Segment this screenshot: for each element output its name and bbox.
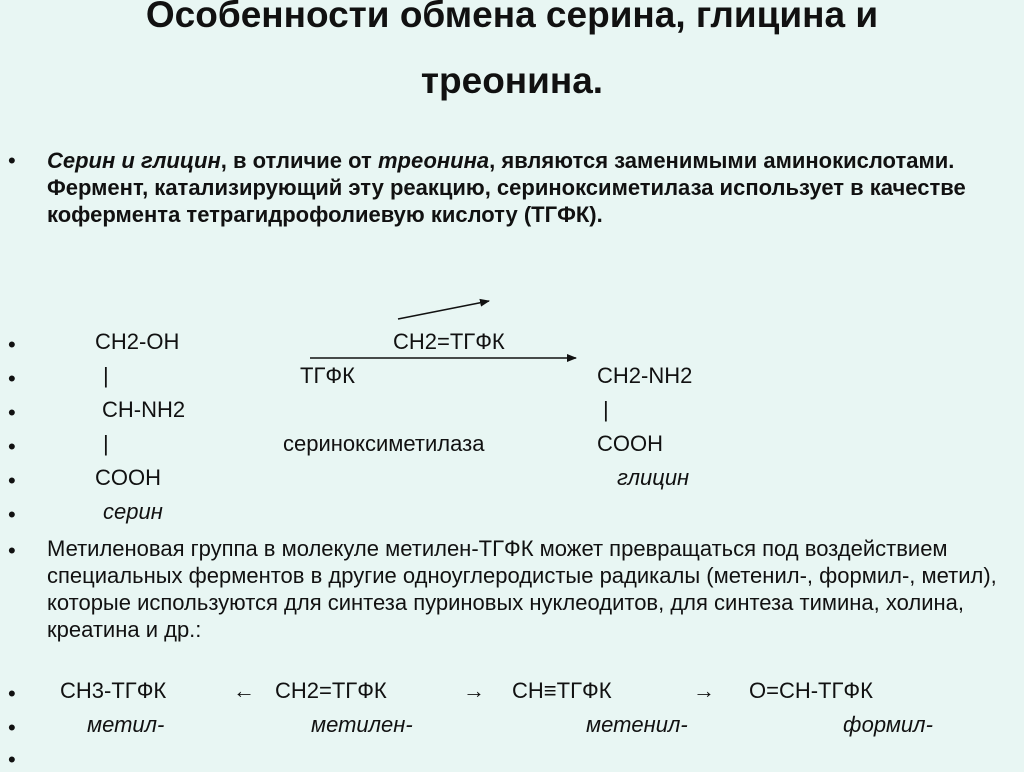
triple-bond-symbol: ≡ bbox=[543, 678, 557, 703]
methyl-thfa: CH3-ТГФК bbox=[60, 678, 167, 703]
bullet-marker: • bbox=[8, 747, 16, 772]
upper-product-arrow bbox=[398, 301, 489, 319]
page-title-line-2: треонина. bbox=[420, 60, 604, 101]
page-title-line-1: Особенности обмена серина, глицина и bbox=[145, 0, 879, 35]
bullet-marker: • bbox=[8, 332, 16, 357]
bullet-marker: • bbox=[8, 681, 16, 706]
bullet-marker: • bbox=[8, 468, 16, 493]
methylene-thfa: CH2=ТГФК bbox=[275, 678, 387, 703]
glycine-name: глицин bbox=[617, 465, 690, 490]
intro-serine-glycine: Серин и глицин bbox=[47, 148, 221, 173]
serine-name: серин bbox=[103, 499, 163, 524]
intro-text-a: , в отличие от bbox=[220, 148, 378, 173]
serine-formula-line-5: COOH bbox=[95, 465, 161, 490]
bullet-marker: • bbox=[8, 538, 16, 563]
serine-bond-1: | bbox=[103, 363, 109, 388]
arrow-left-icon: ← bbox=[233, 678, 255, 703]
bullet-marker: • bbox=[8, 366, 16, 391]
glycine-bond: | bbox=[603, 397, 609, 422]
methenyl-prefix: CH bbox=[512, 678, 544, 703]
arrow-right-icon: → bbox=[463, 678, 485, 703]
methyl-name: метил- bbox=[87, 712, 165, 737]
formyl-name: формил- bbox=[843, 712, 933, 737]
methylene-thfa-product: CH2=ТГФК bbox=[393, 329, 505, 354]
bullet-marker: • bbox=[8, 715, 16, 740]
bullet-marker: • bbox=[8, 400, 16, 425]
cofactor-thfa: ТГФК bbox=[300, 363, 355, 388]
serine-bond-2: | bbox=[103, 431, 109, 456]
bullet-marker: • bbox=[8, 502, 16, 527]
glycine-formula-line-3: COOH bbox=[597, 431, 663, 456]
formyl-thfa: O=CH-ТГФК bbox=[749, 678, 873, 703]
bullet-marker: • bbox=[8, 148, 16, 173]
glycine-formula-line-1: CH2-NH2 bbox=[597, 363, 693, 388]
intro-threonine: треонина bbox=[377, 148, 490, 173]
methenyl-suffix: ТГФК bbox=[556, 678, 612, 703]
arrow-right-icon: → bbox=[693, 678, 715, 703]
methylene-name: метилен- bbox=[311, 712, 413, 737]
serine-formula-line-3: CH-NH2 bbox=[102, 397, 186, 422]
methylene-paragraph: Метиленовая группа в молекуле метилен-ТГФК может превращаться под воздействием специальных ферментов в другие одноуглеродистые радикалы (метенил-, формил-, метил), которые используются для синтеза пуриновых нуклеодитов, для синтеза тимина, холина, креатина и др.: bbox=[47, 536, 997, 642]
bullet-marker: • bbox=[8, 434, 16, 459]
serine-formula-line-1: CH2-OH bbox=[95, 329, 180, 354]
intro-text-b: , являются заменимыми аминокислотами. Фермент, катализирующий эту реакцию, сериноксиметилаза использует в качестве кофермента тетрагидрофолиевую кислоту (ТГФК). bbox=[47, 148, 966, 227]
enzyme-name: сериноксиметилаза bbox=[283, 431, 485, 456]
methenyl-thfa bbox=[512, 680, 612, 702]
methenyl-name: метенил- bbox=[586, 712, 688, 737]
